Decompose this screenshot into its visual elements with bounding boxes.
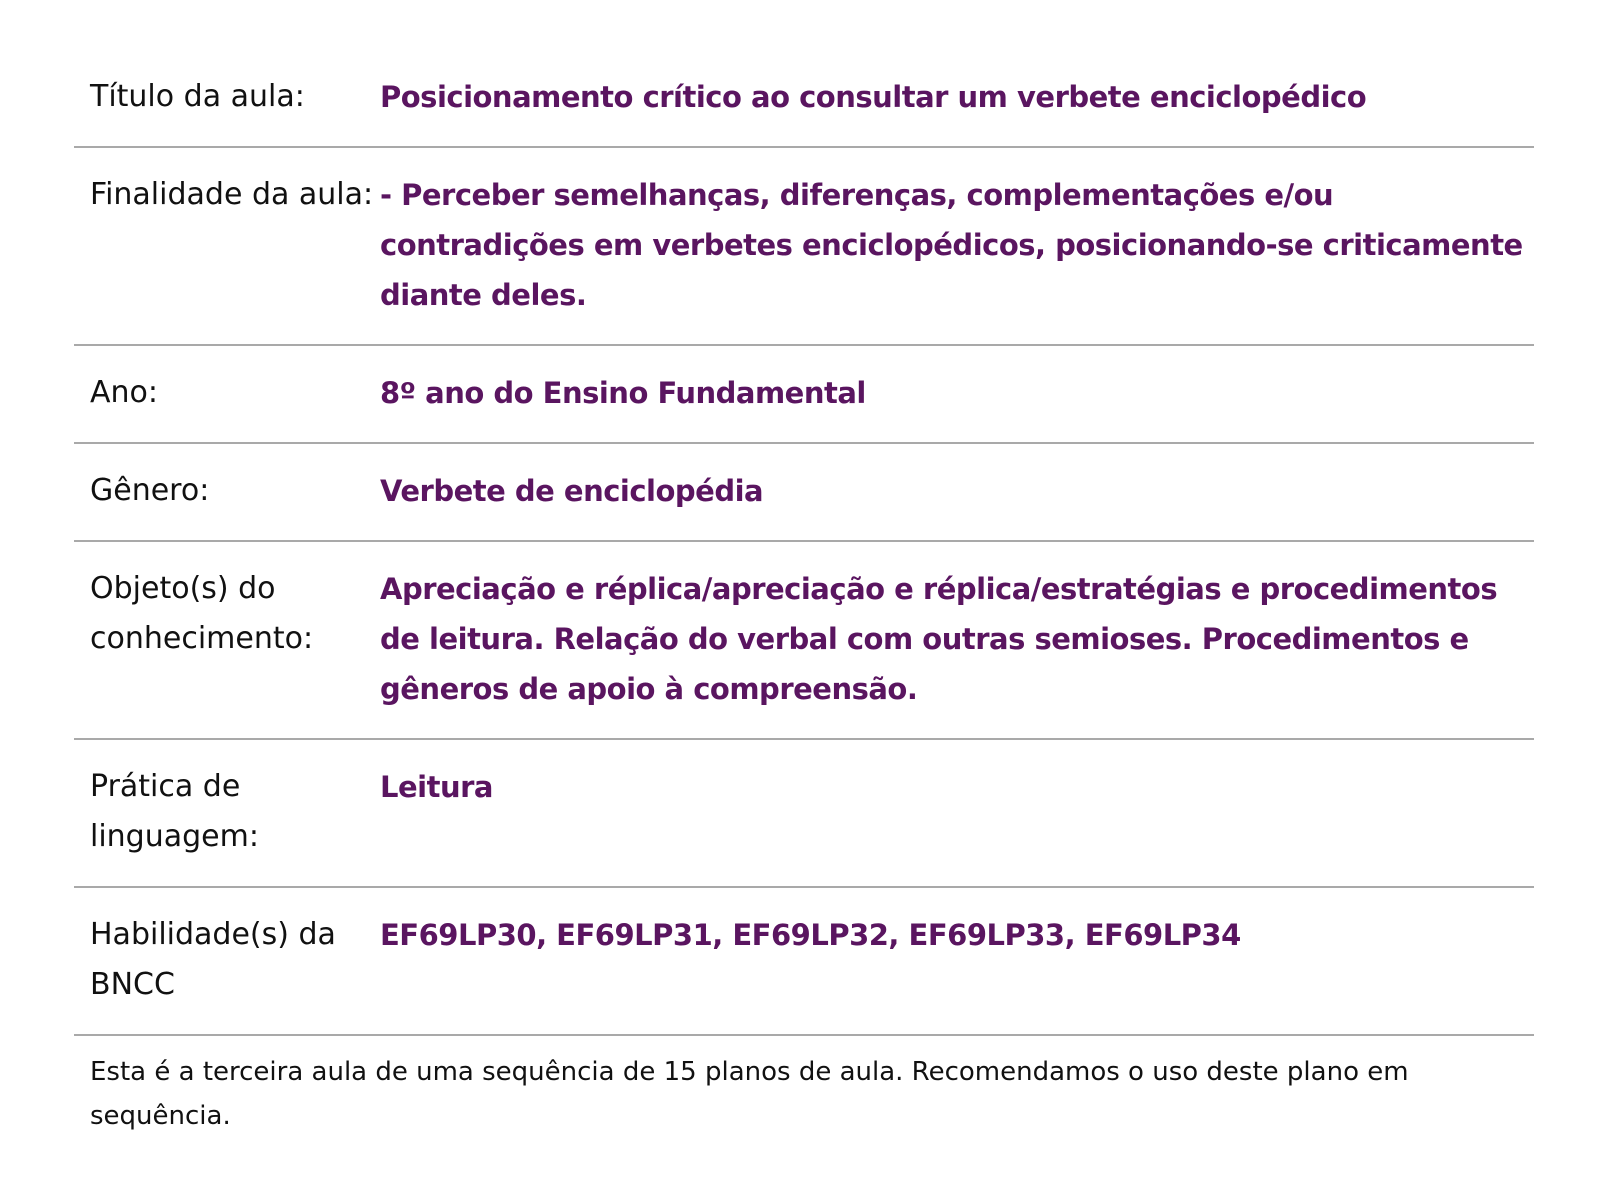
row-year — [74, 345, 1534, 443]
sequence-note: Esta é a terceira aula de uma sequência de 15 planos de aula. Recomendamos o uso deste plano em sequência. — [90, 1057, 1409, 1131]
row-genre — [74, 443, 1534, 541]
row-label: Objeto(s) do conhecimento: — [74, 541, 380, 739]
row-value: Apreciação e réplica/apreciação e réplica/estratégias e procedimentos de leitura. Relação do verbal com outras semioses. Procedimentos e gêneros de apoio à compreensão. — [380, 541, 1534, 739]
row-label: Prática de linguagem: — [74, 739, 380, 887]
row-value: - Perceber semelhanças, diferenças, complementações e/ou contradições em verbetes enciclopédicos, posicionando-se criticamente diante deles. — [380, 147, 1534, 345]
row-knowledge-objects — [74, 541, 1534, 739]
row-label: Gênero: — [74, 443, 380, 541]
row-label: Finalidade da aula: — [74, 147, 380, 345]
row-label: Habilidade(s) da BNCC — [74, 887, 380, 1035]
row-value: 8º ano do Ensino Fundamental — [380, 345, 1534, 443]
row-title — [74, 50, 1534, 147]
row-language-practice — [74, 739, 1534, 887]
row-value: EF69LP30, EF69LP31, EF69LP32, EF69LP33, EF69LP34 — [380, 887, 1534, 1035]
lesson-info-table — [74, 50, 1534, 1036]
row-value: Posicionamento crítico ao consultar um verbete enciclopédico — [380, 50, 1534, 147]
row-label: Título da aula: — [74, 50, 380, 147]
row-label: Ano: — [74, 345, 380, 443]
row-value: Verbete de enciclopédia — [380, 443, 1534, 541]
row-purpose — [74, 147, 1534, 345]
row-value: Leitura — [380, 739, 1534, 887]
row-bncc-skills — [74, 887, 1534, 1035]
